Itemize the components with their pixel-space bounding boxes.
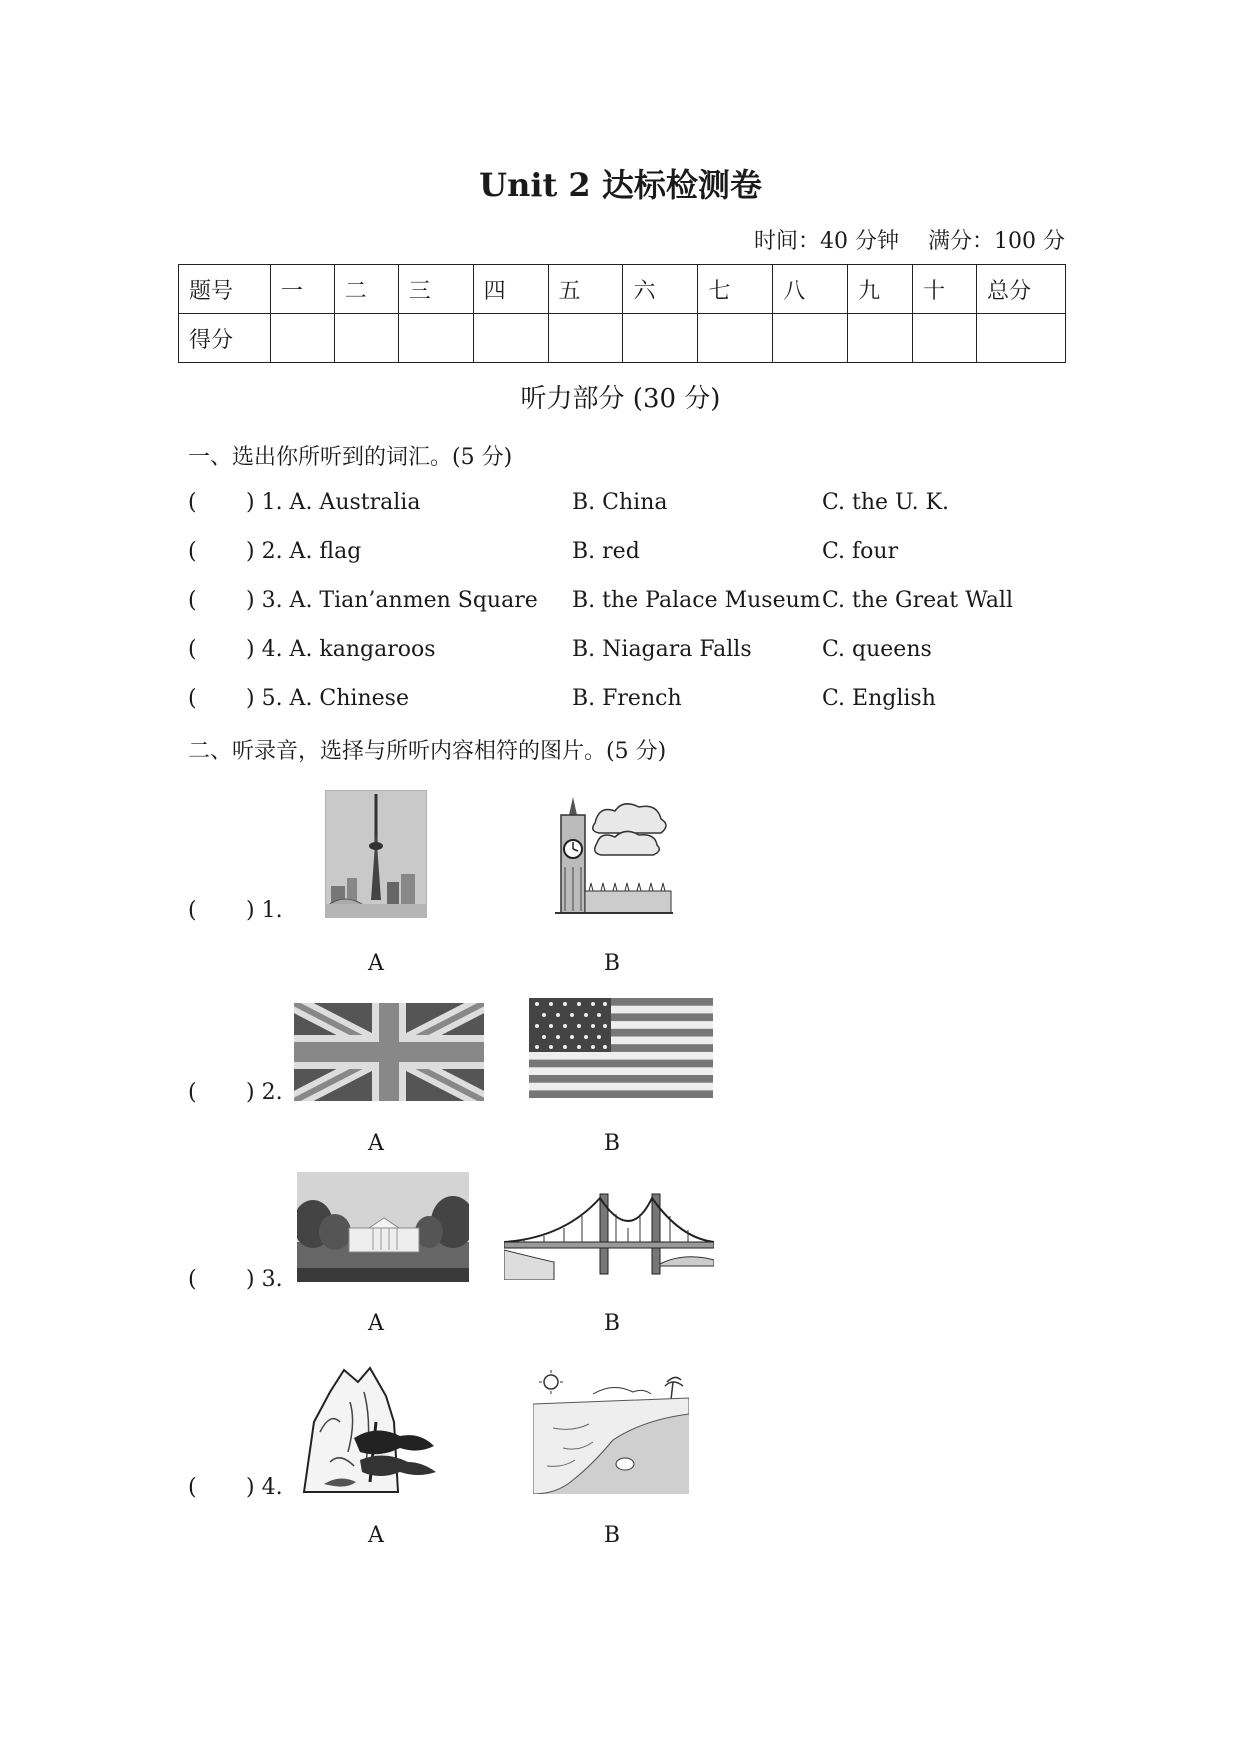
- option-b: B. China: [572, 490, 668, 515]
- part2-title: 二、听录音，选择与所听内容相符的图片。(5 分): [188, 739, 667, 764]
- big-ben-icon[interactable]: [535, 795, 675, 920]
- score-cell[interactable]: [977, 314, 1066, 363]
- option-label: A: [368, 1131, 384, 1156]
- question-number: ) 1.: [246, 898, 283, 923]
- exam-time: 时间：40 分钟: [754, 229, 899, 254]
- question-row: [0, 539, 1241, 569]
- answer-paren[interactable]: (: [188, 898, 197, 923]
- score-cell[interactable]: [473, 314, 548, 363]
- answer-paren[interactable]: (: [188, 1475, 197, 1500]
- white-house-icon[interactable]: [297, 1172, 469, 1282]
- question-row: [0, 490, 1241, 520]
- option-c: C. English: [822, 686, 936, 711]
- option-a: ) 2. A. flag: [246, 539, 362, 564]
- option-a: ) 4. A. kangaroos: [246, 637, 436, 662]
- answer-paren[interactable]: (: [188, 490, 197, 515]
- question-row: [0, 686, 1241, 716]
- table-cell: 得分: [179, 314, 271, 363]
- table-cell: 十: [913, 265, 977, 314]
- page-title: Unit 2 达标检测卷: [479, 166, 762, 204]
- option-b: B. the Palace Museum: [572, 588, 821, 613]
- mountain-pine-icon[interactable]: [300, 1362, 440, 1494]
- question-number: ) 4.: [246, 1475, 283, 1500]
- score-table-header-row: [179, 265, 1066, 314]
- exam-meta: [732, 224, 1065, 255]
- table-cell: 一: [270, 265, 334, 314]
- answer-paren[interactable]: (: [188, 637, 197, 662]
- option-c: C. the U. K.: [822, 490, 949, 515]
- option-b: B. red: [572, 539, 640, 564]
- picture-question: [0, 898, 600, 928]
- answer-paren[interactable]: (: [188, 1080, 197, 1105]
- table-cell: 三: [398, 265, 473, 314]
- option-c: C. four: [822, 539, 899, 564]
- section-heading: 听力部分 (30 分): [520, 384, 721, 414]
- cn-tower-icon[interactable]: [325, 790, 427, 918]
- table-cell: 总分: [977, 265, 1066, 314]
- score-cell[interactable]: [773, 314, 848, 363]
- table-cell: 六: [623, 265, 698, 314]
- answer-paren[interactable]: (: [188, 588, 197, 613]
- golden-gate-bridge-icon[interactable]: [504, 1190, 714, 1280]
- us-flag-icon[interactable]: [529, 998, 713, 1098]
- uk-flag-icon[interactable]: [294, 1003, 484, 1101]
- table-cell: 五: [548, 265, 623, 314]
- score-cell[interactable]: [548, 314, 623, 363]
- question-row: [0, 588, 1241, 618]
- table-cell: 七: [698, 265, 773, 314]
- option-label: A: [368, 1311, 384, 1336]
- table-cell: 八: [773, 265, 848, 314]
- score-cell[interactable]: [270, 314, 334, 363]
- option-label: B: [603, 1311, 621, 1336]
- score-table: [178, 264, 1066, 363]
- option-label: B: [603, 1523, 621, 1548]
- score-cell[interactable]: [698, 314, 773, 363]
- option-c: C. the Great Wall: [822, 588, 1014, 613]
- table-cell: 二: [334, 265, 398, 314]
- answer-paren[interactable]: (: [188, 1267, 197, 1292]
- option-label: A: [368, 951, 384, 976]
- beach-icon[interactable]: [533, 1368, 689, 1494]
- option-label: A: [368, 1523, 384, 1548]
- exam-full-score: 满分：100 分: [928, 229, 1065, 254]
- option-a: ) 5. A. Chinese: [246, 686, 409, 711]
- answer-paren[interactable]: (: [188, 686, 197, 711]
- option-b: B. Niagara Falls: [572, 637, 752, 662]
- score-cell[interactable]: [398, 314, 473, 363]
- answer-paren[interactable]: (: [188, 539, 197, 564]
- option-c: C. queens: [822, 637, 932, 662]
- question-number: ) 2.: [246, 1080, 283, 1105]
- score-table-score-row: [179, 314, 1066, 363]
- table-cell: 九: [848, 265, 913, 314]
- option-label: B: [603, 1131, 621, 1156]
- option-label: B: [603, 951, 621, 976]
- table-cell: 题号: [179, 265, 271, 314]
- part1-title: 一、选出你所听到的词汇。(5 分): [188, 445, 513, 470]
- question-row: [0, 637, 1241, 667]
- question-number: ) 3.: [246, 1267, 283, 1292]
- score-cell[interactable]: [623, 314, 698, 363]
- table-cell: 四: [473, 265, 548, 314]
- score-cell[interactable]: [848, 314, 913, 363]
- option-a: ) 1. A. Australia: [246, 490, 421, 515]
- score-cell[interactable]: [913, 314, 977, 363]
- score-cell[interactable]: [334, 314, 398, 363]
- option-b: B. French: [572, 686, 682, 711]
- option-a: ) 3. A. Tian’anmen Square: [246, 588, 538, 613]
